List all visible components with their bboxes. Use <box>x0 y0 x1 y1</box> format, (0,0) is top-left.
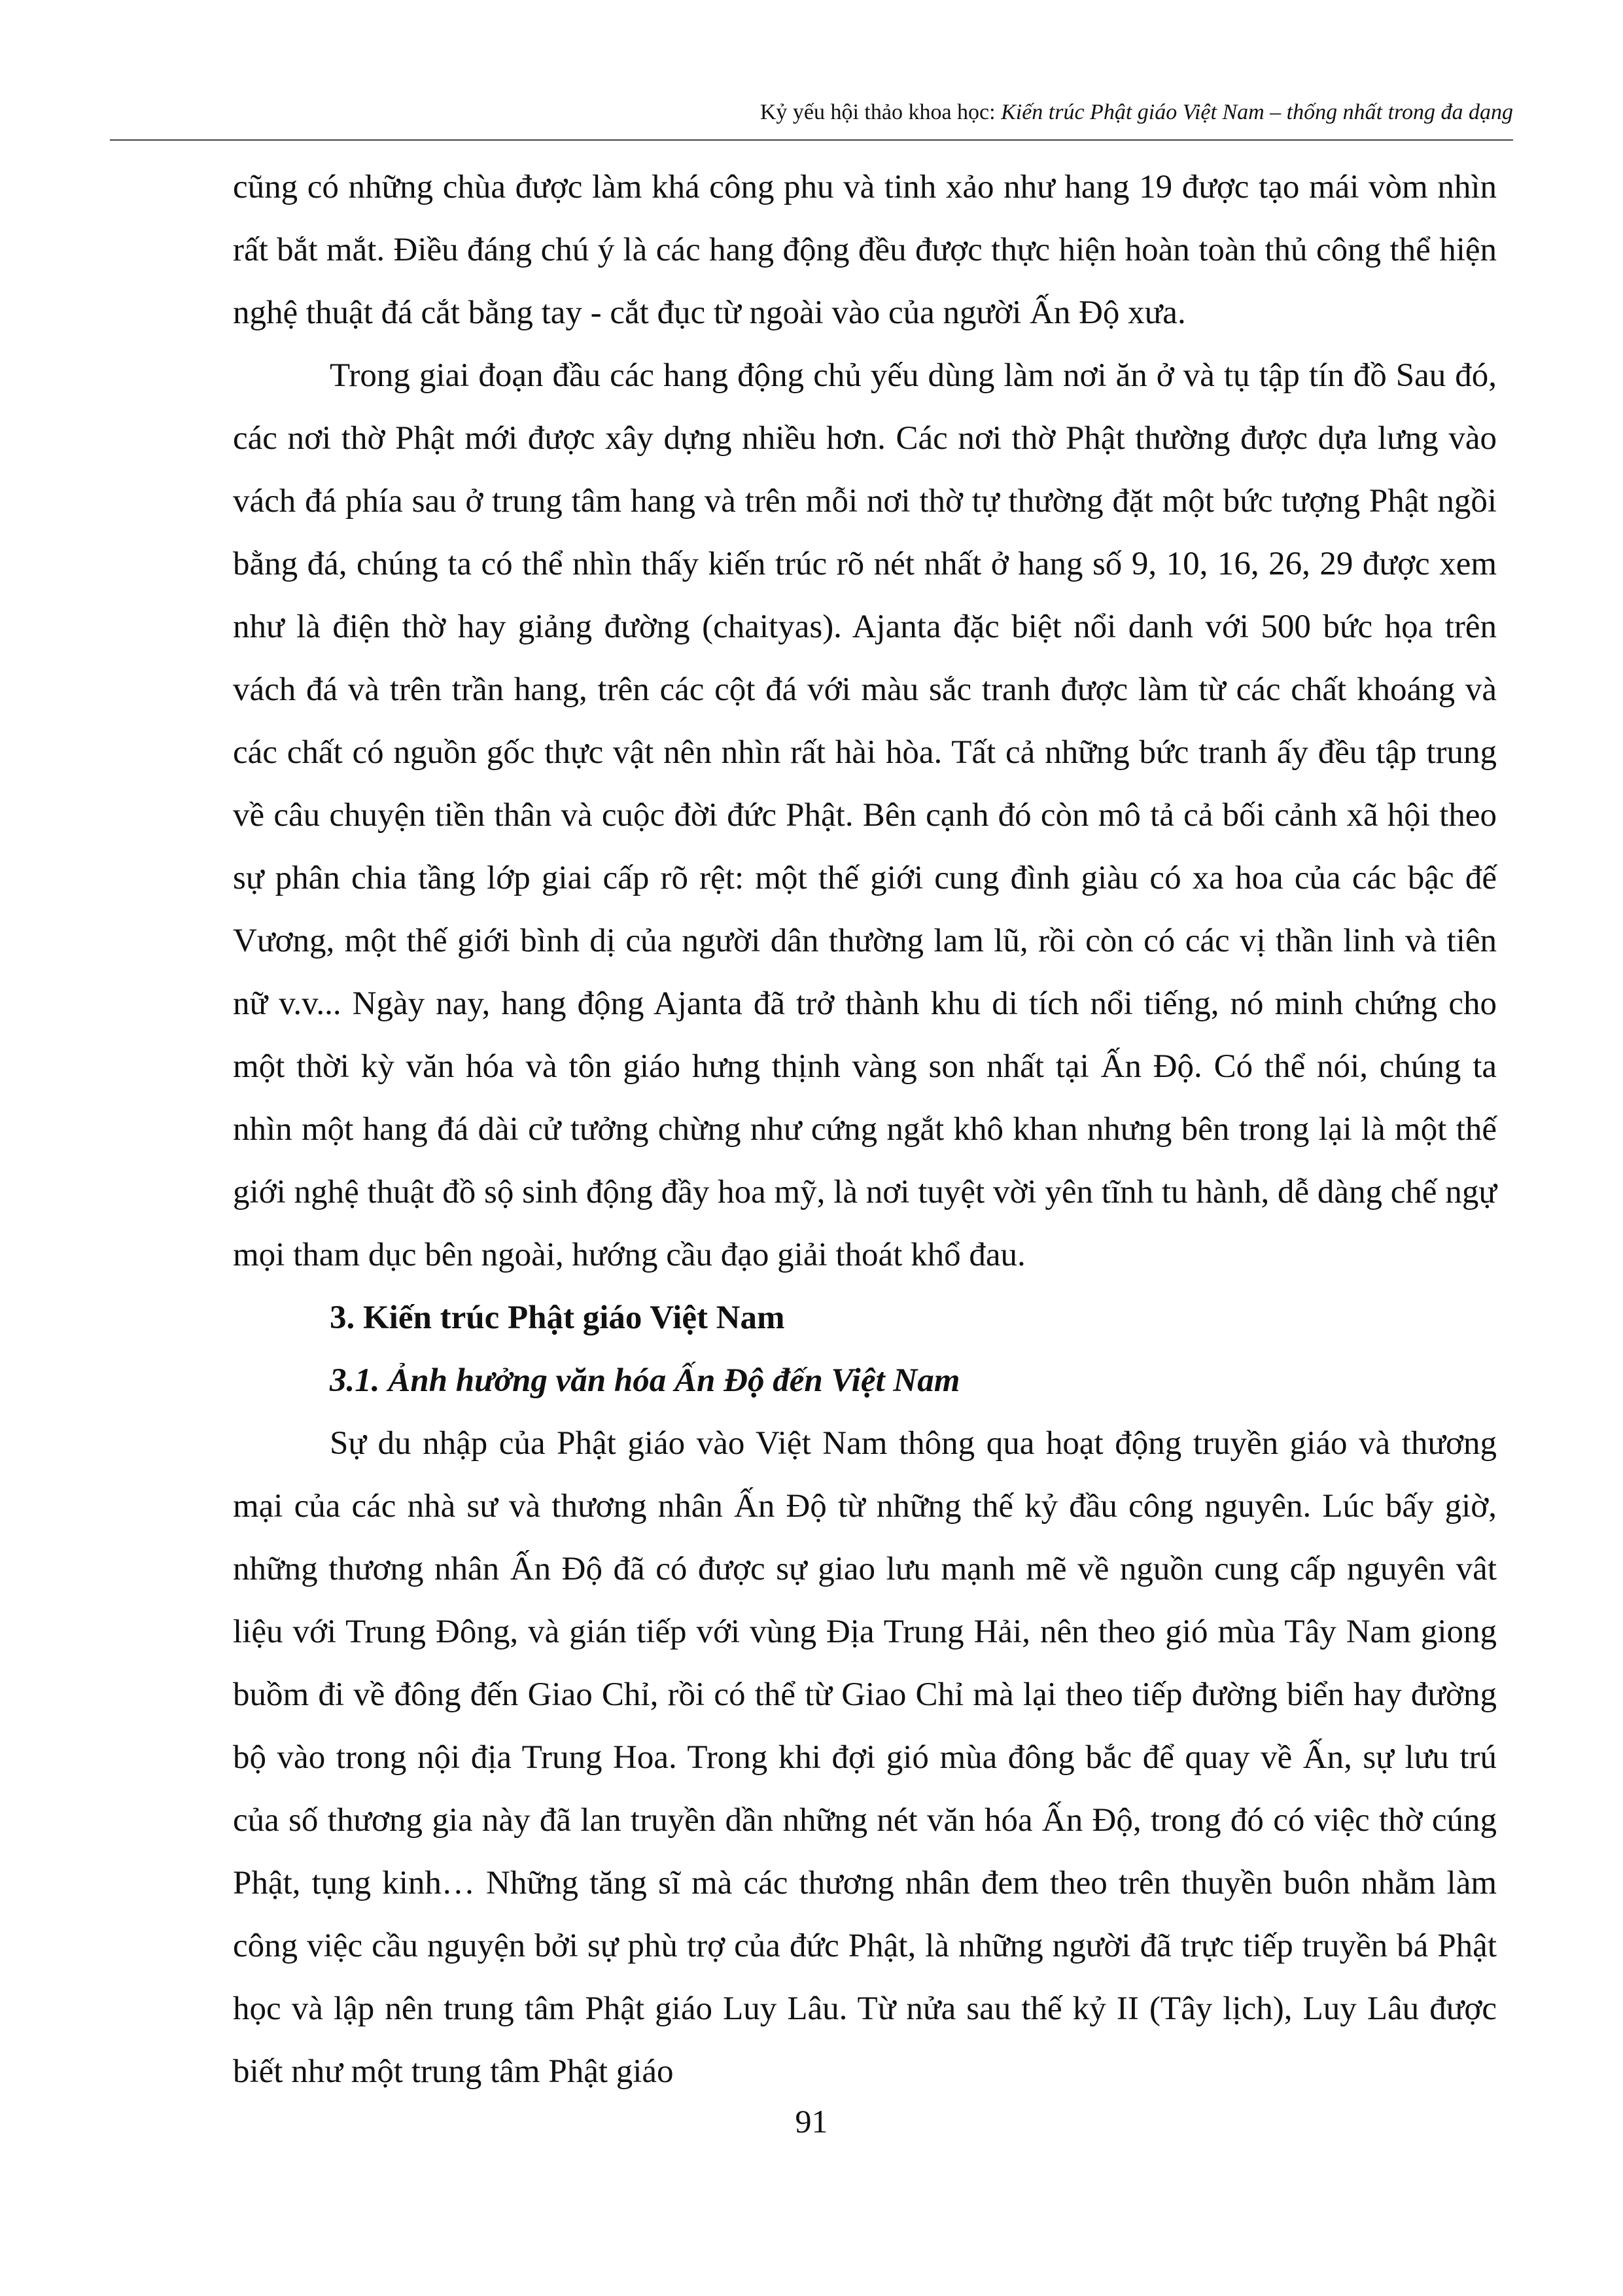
page-number: 91 <box>795 2103 828 2140</box>
running-header <box>760 98 1513 127</box>
subsection-heading: 3.1. Ảnh hưởng văn hóa Ấn Độ đến Việt Nam <box>330 1362 960 1399</box>
running-header-prefix: Kỷ yếu hội thảo khoa học: <box>759 100 1002 124</box>
paragraph-continued: cũng có những chùa được làm khá công phu và tinh xảo như hang 19 được tạo mái vòm nhìn rất bắt mắt. Điều đáng chú ý là các hang động đều được thực hiện hoàn toàn thủ công thể hiện nghệ thuật đá cắt bằng tay - cắt đục từ ngoài vào của người Ấn Độ xưa. <box>233 169 1497 331</box>
section-heading: 3. Kiến trúc Phật giáo Việt Nam <box>330 1299 785 1336</box>
header-divider <box>110 139 1513 141</box>
running-header-title: Kiến trúc Phật giáo Việt Nam – thống nhất trong đa dạng <box>1001 100 1513 124</box>
paragraph-buddhism-arrival: Sự du nhập của Phật giáo vào Việt Nam thông qua hoạt động truyền giáo và thương mại của các nhà sư và thương nhân Ấn Độ từ những thế kỷ đầu công nguyên. Lúc bấy giờ, những thương nhân Ấn Độ đã có được sự giao lưu mạnh mẽ về nguồn cung cấp nguyên vât liệu với Trung Đông, và gián tiếp với vùng Địa Trung Hải, nên theo gió mùa Tây Nam giong buồm đi về đông đến Giao Chỉ, rồi có thể từ Giao Chỉ mà lại theo tiếp đường biển hay đường bộ vào trong nội địa Trung Hoa. Trong khi đợi gió mùa đông bắc để quay về Ấn, sự lưu trú của số thương gia này đã lan truyền dần những nét văn hóa Ấn Độ, trong đó có việc thờ cúng Phật, tụng kinh… Những tăng sĩ mà các thương nhân đem theo trên thuyền buôn nhằm làm công việc cầu nguyện bởi sự phù trợ của đức Phật, là những người đã trực tiếp truyền bá Phật học và lập nên trung tâm Phật giáo Luy Lâu. Từ nửa sau thế kỷ II (Tây lịch), Luy Lâu được biết như một trung tâm Phật giáo <box>233 1425 1497 2090</box>
page-body <box>233 156 1497 2103</box>
paragraph-ajanta: Trong giai đoạn đầu các hang động chủ yếu dùng làm nơi ăn ở và tụ tập tín đồ Sau đó, các nơi thờ Phật mới được xây dựng nhiều hơn. Các nơi thờ Phật thường được dựa lưng vào vách đá phía sau ở trung tâm hang và trên mỗi nơi thờ tự thường đặt một bức tượng Phật ngồi bằng đá, chúng ta có thể nhìn thấy kiến trúc rõ nét nhất ở hang số 9, 10, 16, 26, 29 được xem như là điện thờ hay giảng đường (chaityas). Ajanta đặc biệt nổi danh với 500 bức họa trên vách đá và trên trần hang, trên các cột đá với màu sắc tranh được làm từ các chất khoáng và các chất có nguồn gốc thực vật nên nhìn rất hài hòa. Tất cả những bức tranh ấy đều tập trung về câu chuyện tiền thân và cuộc đời đức Phật. Bên cạnh đó còn mô tả cả bối cảnh xã hội theo sự phân chia tầng lớp giai cấp rõ rệt: một thế giới cung đình giàu có xa hoa của các bậc đế Vương, một thế giới bình dị của người dân thường lam lũ, rồi còn có các vị thần linh và tiên nữ v.v... Ngày nay, hang động Ajanta đã trở thành khu di tích nổi tiếng, nó minh chứng cho một thời kỳ văn hóa và tôn giáo hưng thịnh vàng son nhất tại Ấn Độ. Có thể nói, chúng ta nhìn một hang đá dài cử tưởng chừng như cứng ngắt khô khan nhưng bên trong lại là một thế giới nghệ thuật đồ sộ sinh động đầy hoa mỹ, là nơi tuyệt vời yên tĩnh tu hành, dễ dàng chế ngự mọi tham dục bên ngoài, hướng cầu đạo giải thoát khổ đau. <box>233 357 1497 1273</box>
